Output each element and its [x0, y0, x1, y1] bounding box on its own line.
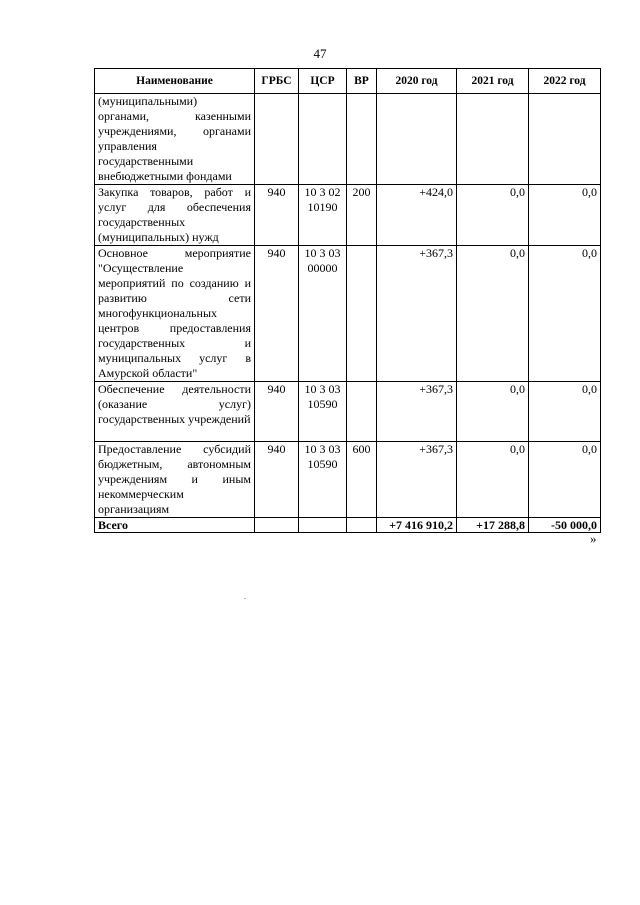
header-name: Наименование [95, 69, 255, 94]
budget-table [94, 68, 601, 533]
row-2020: +367,3 [377, 246, 457, 382]
row-grbs: 940 [255, 185, 299, 246]
header-2022: 2022 год [529, 69, 601, 94]
scan-speck [244, 598, 246, 599]
row-name: (муниципальными) органами, казенными учреждениями, органами управления государственными внебюджетными фондами [95, 94, 255, 185]
row-vr: 600 [347, 442, 377, 518]
row-2022: 0,0 [529, 246, 601, 382]
row-name: Закупка товаров, работ и услуг для обеспечения государственных (муниципальных) нужд [95, 185, 255, 246]
row-grbs: 940 [255, 442, 299, 518]
row-2021: 0,0 [457, 185, 529, 246]
row-grbs: 940 [255, 382, 299, 442]
row-2021: 0,0 [457, 382, 529, 442]
row-csr: 10 3 03 10590 [299, 442, 347, 518]
table-row [95, 246, 601, 382]
row-name: Основное мероприятие "Осуществление мероприятий по созданию и развитию сети многофункциональных центров предоставления государственных и муниципальных услуг в Амурской области" [95, 246, 255, 382]
total-csr-empty [299, 518, 347, 533]
header-vr: ВР [347, 69, 377, 94]
row-vr [347, 94, 377, 185]
table-row [95, 94, 601, 185]
row-csr: 10 3 03 00000 [299, 246, 347, 382]
row-vr [347, 246, 377, 382]
row-2020: +367,3 [377, 382, 457, 442]
table-header-row [95, 69, 601, 94]
row-name: Предоставление субсидий бюджетным, автономным учреждениям и иным некоммерческим организациям [95, 442, 255, 518]
total-vr-empty [347, 518, 377, 533]
row-2021: 0,0 [457, 442, 529, 518]
table-row [95, 185, 601, 246]
header-2021: 2021 год [457, 69, 529, 94]
row-csr: 10 3 02 10190 [299, 185, 347, 246]
total-2022: -50 000,0 [529, 518, 601, 533]
total-grbs-empty [255, 518, 299, 533]
row-vr [347, 382, 377, 442]
row-2022 [529, 94, 601, 185]
header-2020: 2020 год [377, 69, 457, 94]
total-2020: +7 416 910,2 [377, 518, 457, 533]
row-2022: 0,0 [529, 185, 601, 246]
total-row [95, 518, 601, 533]
row-grbs [255, 94, 299, 185]
total-label: Всего [95, 518, 255, 533]
page-number: 47 [313, 46, 327, 61]
row-2022: 0,0 [529, 442, 601, 518]
row-2020: +367,3 [377, 442, 457, 518]
row-csr [299, 94, 347, 185]
table-row [95, 442, 601, 518]
closing-quote: » [590, 531, 597, 546]
row-grbs: 940 [255, 246, 299, 382]
row-csr: 10 3 03 10590 [299, 382, 347, 442]
row-name: Обеспечение деятельности (оказание услуг) государственных учреждений [95, 382, 255, 442]
table-row [95, 382, 601, 442]
row-vr: 200 [347, 185, 377, 246]
row-2020 [377, 94, 457, 185]
header-grbs: ГРБС [255, 69, 299, 94]
header-csr: ЦСР [299, 69, 347, 94]
total-2021: +17 288,8 [457, 518, 529, 533]
row-2021: 0,0 [457, 246, 529, 382]
row-2021 [457, 94, 529, 185]
row-2022: 0,0 [529, 382, 601, 442]
row-2020: +424,0 [377, 185, 457, 246]
